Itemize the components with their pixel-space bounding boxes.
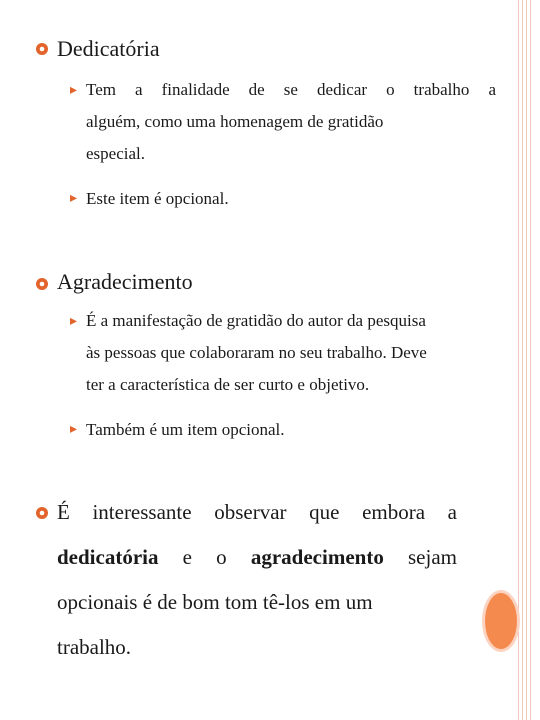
- arrow-bullet-icon: ▸: [70, 314, 78, 329]
- bold-term-agradecimento: agradecimento: [250, 545, 384, 569]
- text-line: Tem a finalidade de se dedicar o trabalho a: [86, 80, 496, 99]
- section-heading-dedicatoria: Dedicatória: [57, 36, 160, 61]
- list-item-agradecimento-optional: Também é um item opcional.: [86, 420, 285, 439]
- paragraph-agradecimento-definition: [86, 305, 496, 401]
- text-line: alguém, como uma homenagem de gratidão: [86, 112, 384, 131]
- frame-line: [530, 0, 531, 720]
- text-line: às pessoas que colaboraram no seu trabalho. Deve: [86, 343, 427, 362]
- text-line: ter a característica de ser curto e objetivo.: [86, 375, 370, 394]
- text-line: É a manifestação de gratidão do autor da pesquisa: [86, 311, 426, 330]
- arrow-bullet-icon: ▸: [70, 83, 78, 98]
- frame-line: [522, 0, 523, 720]
- section-heading-agradecimento: Agradecimento: [57, 269, 193, 294]
- gear-bullet-icon: [34, 41, 50, 57]
- arrow-bullet-icon: ▸: [70, 191, 78, 206]
- text-fragment: e o: [158, 545, 251, 569]
- bold-term-dedicatoria: dedicatória: [57, 545, 159, 569]
- gear-bullet-icon: [34, 505, 50, 521]
- list-item-dedicatoria-optional: Este item é opcional.: [86, 189, 229, 208]
- paragraph-dedicatoria-definition: [86, 74, 496, 170]
- text-line: [57, 535, 457, 580]
- text-line: trabalho.: [57, 635, 132, 659]
- frame-line: [526, 0, 527, 720]
- text-line: É interessante observar que embora a: [57, 500, 457, 524]
- text-fragment: sejam: [383, 545, 457, 569]
- paragraph-observation: [57, 490, 457, 670]
- gear-bullet-icon: [34, 276, 50, 292]
- text-line: especial.: [86, 144, 145, 163]
- arrow-bullet-icon: ▸: [70, 422, 78, 437]
- decorative-oval: [482, 590, 520, 652]
- text-line: opcionais é de bom tom tê-los em um: [57, 590, 373, 614]
